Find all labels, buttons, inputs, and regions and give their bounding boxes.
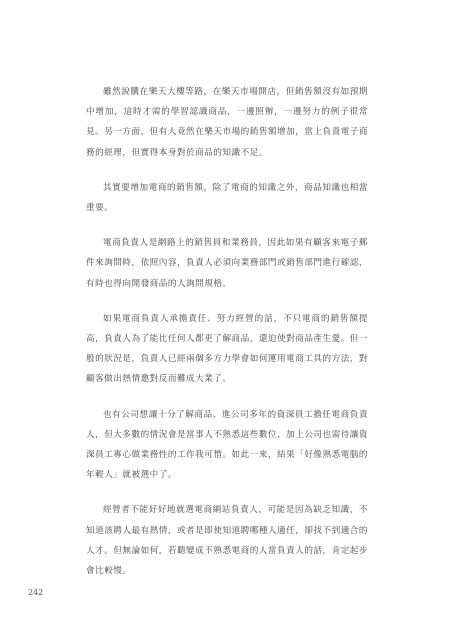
paragraph-3: 電商負責人是網路上的銷售員和業務員，因此如果有顧客來電子郵件來詢問時，依照內容，負責人必須向業務部門或銷售部門進行確認，有時也得向開發商品的人詢問規格。 bbox=[86, 238, 368, 289]
paragraph-5: 也有公司想讓十分了解商品、進公司多年的資深員工擔任電商負責人，但大多數的情況會是當事人不熟悉這些數位，加上公司也需待讓資深員工專心做業務性的工作我可惜。如此一來，結果「好像熟悉電腦的年輕人」就被選中了。 bbox=[86, 409, 368, 481]
page-number: 242 bbox=[28, 588, 44, 597]
paragraph-4: 如果電商負責人承擔責任、努力經營的話，不只電商的銷售額提高，負責人為了能比任何人都更了解商品，還迫使對商品產生愛。但一般的狀況是，負責人已經兩個多方力學會如何運用電商工具的方法，對顧客做出熱情邀對反而難成大業了。 bbox=[86, 313, 368, 385]
paragraph-6: 經營者不能好好地就選電商網站負責人，可能是因為缺乏知識，不知道該聘人最有熱情，或者是即使知道聘哪種人適任，卻找不到適合的人才。但無論如何，若聽變成不熟悉電商的人當負責人的話，肯定起步會比較慢。 bbox=[86, 505, 368, 577]
paragraph-2: 其實要增加電商的銷售額，除了電商的知識之外，商品知識也相當重要。 bbox=[86, 182, 368, 214]
paragraph-1: 雖然說購在樂天大樓等路，在樂天市場開店，但銷售額沒有如預期中增加，這時才需的學習認識商品，一邊照辦，一邊努力的例子很常見。另一方面，但有人竟然在樂天市場的銷售額增加，當上負責電子商務的經理，但實得本身對於商品的知識不足。 bbox=[86, 87, 368, 158]
body-text bbox=[86, 82, 368, 596]
